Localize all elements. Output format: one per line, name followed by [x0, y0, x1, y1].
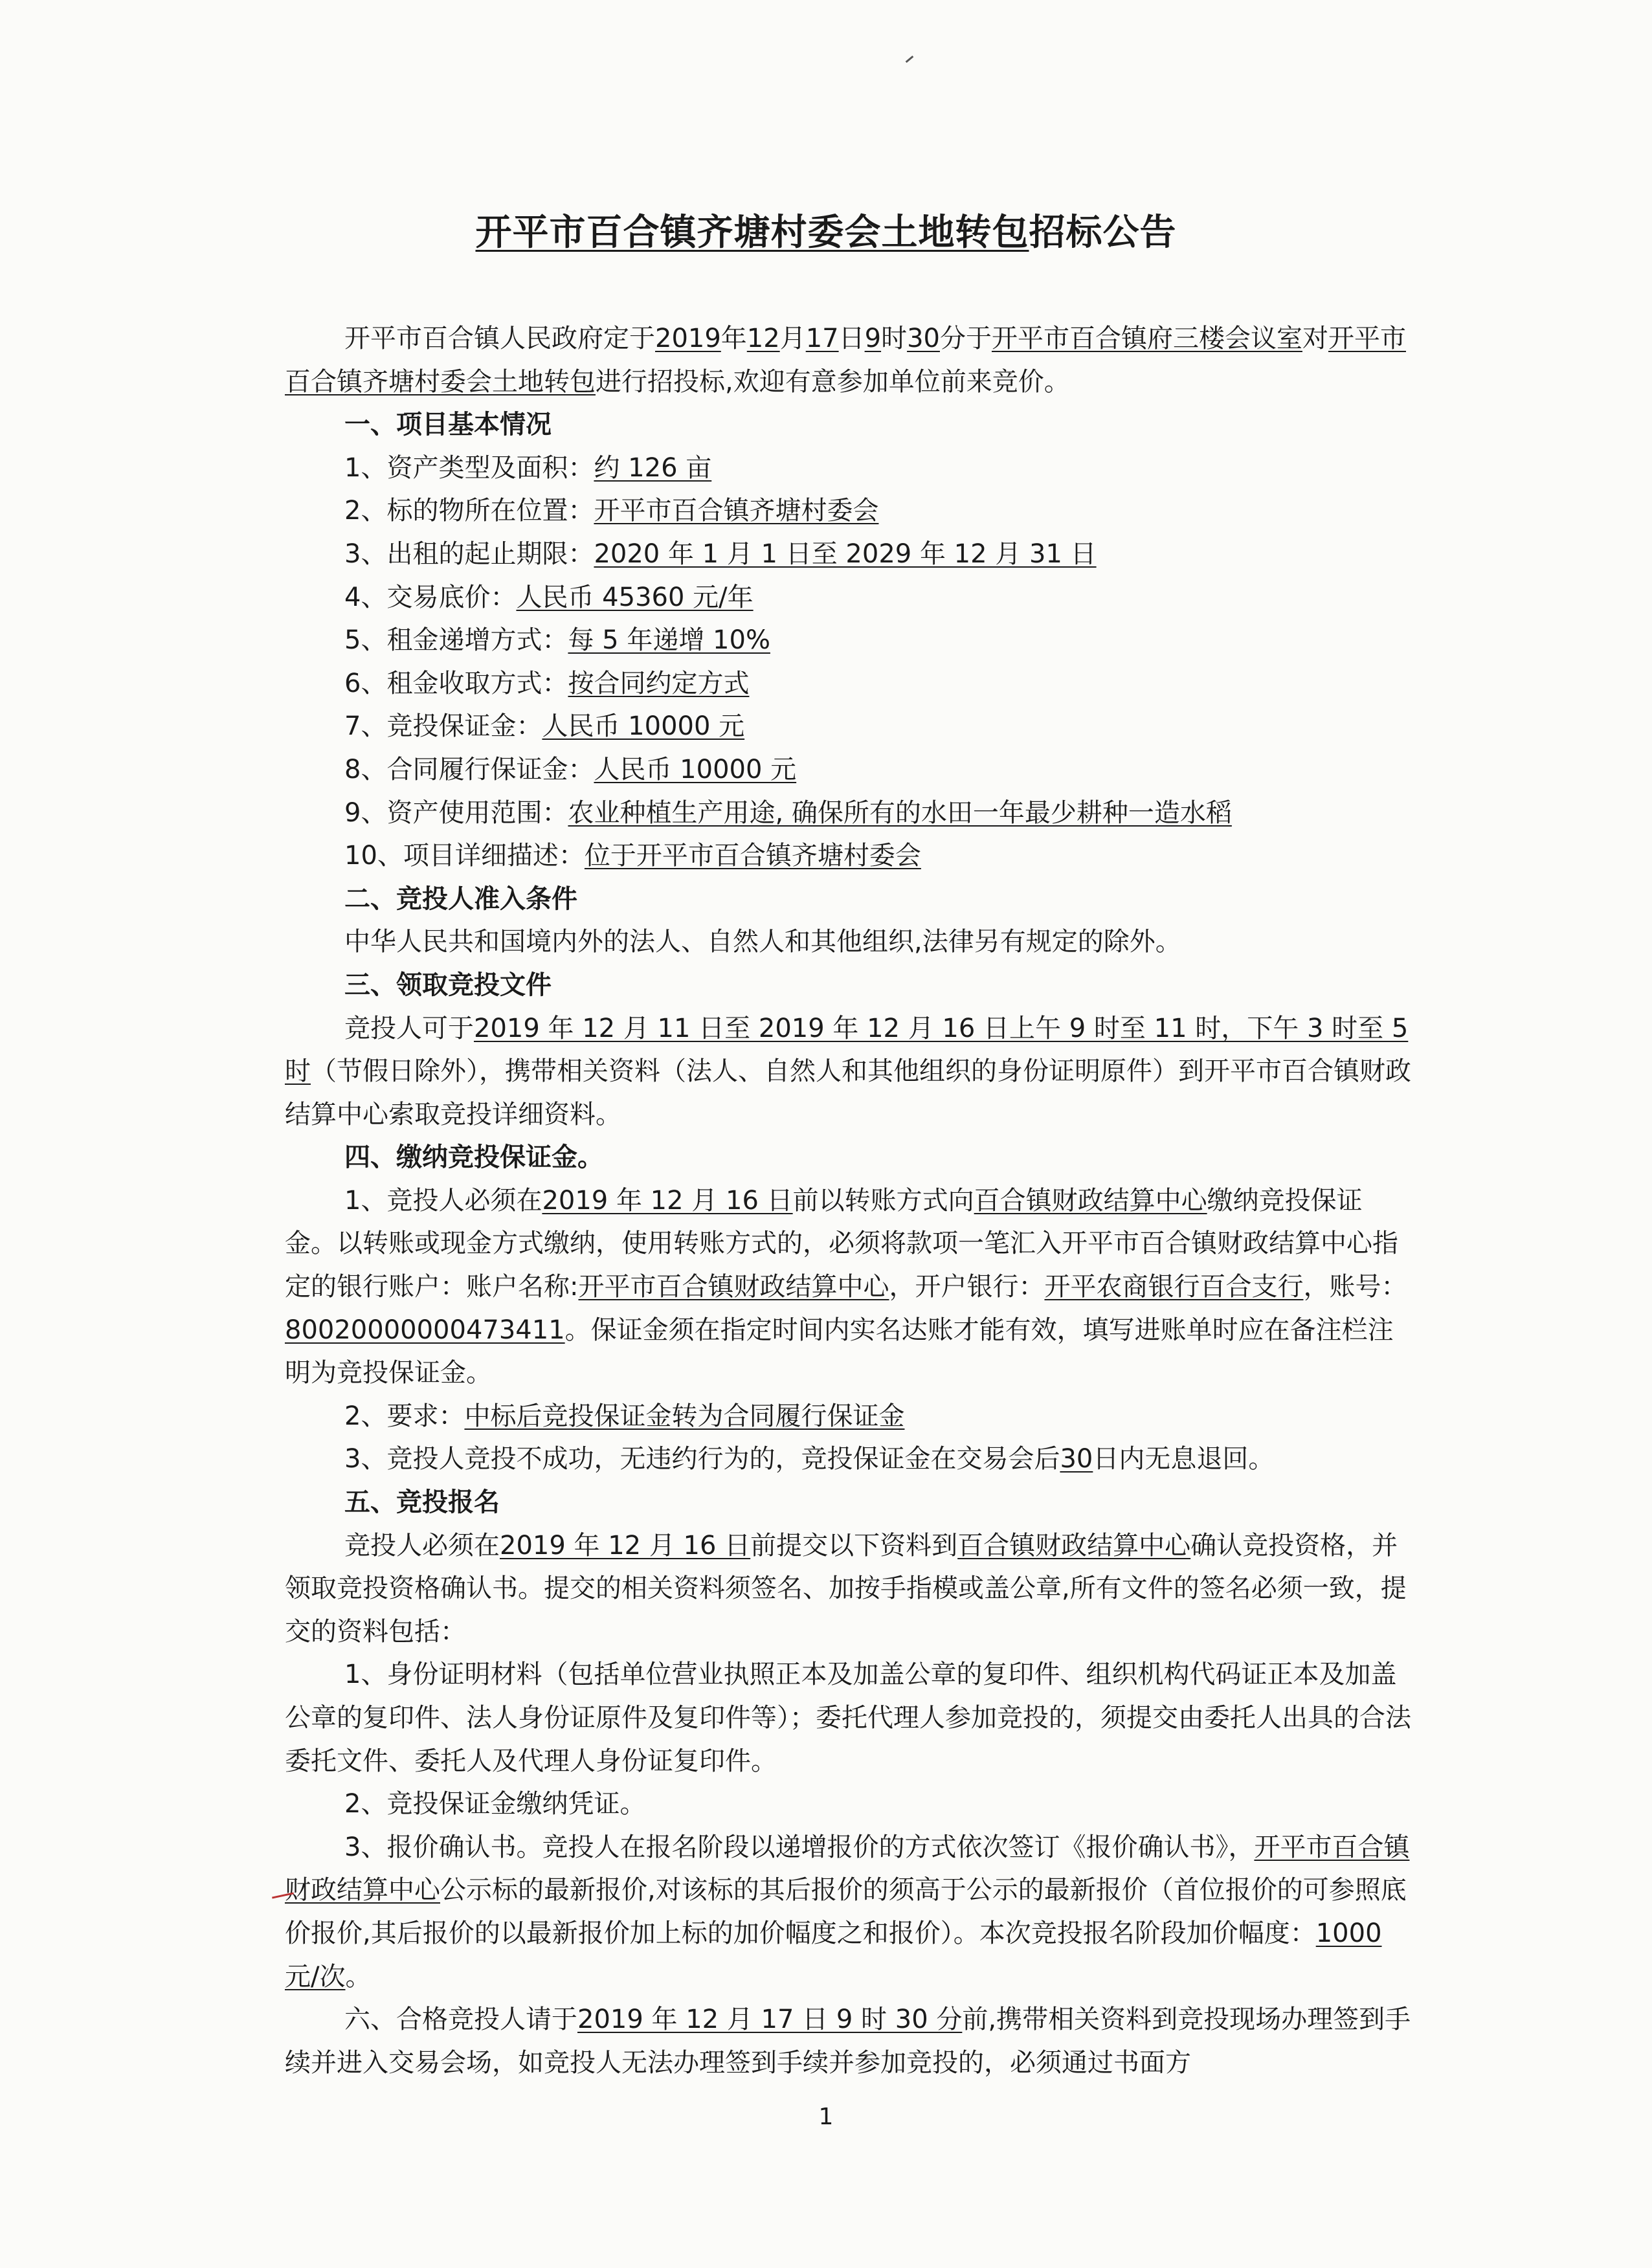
section-heading-4: 四、缴纳竞投保证金。: [344, 1142, 603, 1173]
section-2-text: 中华人民共和国境内外的法人、自然人和其他组织,法律另有规定的除外。: [344, 927, 1181, 957]
list-item: [285, 792, 1411, 835]
item-value: 人民币 45360 元/年: [516, 582, 753, 612]
item-value: 2020 年 1 月 1 日至 2029 年 12 月 31 日: [594, 539, 1097, 569]
s4-text: 1、竞投人必须在: [344, 1185, 542, 1216]
s5-center: 百合镇财政结算中心: [957, 1530, 1191, 1561]
intro-text: 对: [1302, 324, 1328, 353]
title-underlined-part: 开平市百合镇齐塘村委会土地转包: [475, 212, 1029, 254]
item-label: 1、资产类型及面积：: [344, 452, 594, 483]
item-label: 10、项目详细描述：: [344, 841, 585, 871]
section-heading-2: 二、竞投人准入条件: [344, 884, 577, 914]
document-title: [0, 207, 1652, 259]
s6-text: 前,携带相关资料到竞投现场办理签到手续并进入交易会场，如竞投人无法办理签到手续并参加竞投的，必须通过书面方: [285, 2005, 1411, 2078]
item-label: 7、竞投保证金：: [344, 711, 542, 742]
section-3-paragraph: [285, 1007, 1411, 1137]
list-item: [285, 489, 1411, 533]
s4-date: 2019 年 12 月 16 日: [542, 1185, 793, 1216]
item-value: 人民币 10000 元: [594, 754, 797, 784]
s3-text: 竞投人可于: [344, 1013, 474, 1043]
list-item: [285, 533, 1411, 576]
item-value: 人民币 10000 元: [542, 711, 745, 742]
s4-text: 前以转账方式向: [792, 1185, 974, 1216]
s5-text: 公示标的最新报价,对该标的其后报价的须高于公示的最新报价（首位报价的可参照底价报价,其后报价的以最新报价加上标的加价幅度之和报价）。本次竞投报名阶段加价幅度：: [285, 1875, 1407, 1948]
title-plain-part: 招标公告: [1029, 212, 1177, 254]
item-label: 8、合同履行保证金：: [344, 754, 594, 784]
s5-date: 2019 年 12 月 16 日: [500, 1530, 751, 1561]
section-heading-5: 五、竞投报名: [344, 1487, 500, 1518]
s5-text: 前提交以下资料到: [750, 1530, 958, 1561]
intro-text: 年: [720, 324, 747, 353]
section-5-paragraph-3: 2、竞投保证金缴纳凭证。: [344, 1789, 646, 1819]
s4-bank: 开平农商银行百合支行: [1044, 1272, 1304, 1302]
intro-text: 月: [779, 324, 806, 353]
s4-text: 。保证金须在指定时间内实名达账才能有效，填写进账单时应在备注栏注明为竞投保证金。: [285, 1315, 1394, 1388]
s4-text: 缴纳竞投保证金。以转账或现金方式缴纳，使用转账方式的，必须将款项一笔汇入开平市百合镇财政结算中心指定的银行账户：账户名称:: [285, 1185, 1398, 1302]
s4-requirement: 中标后竞投保证金转为合同履行保证金: [464, 1401, 905, 1431]
page-number: 1: [818, 2104, 834, 2130]
s5-text: 竞投人必须在: [344, 1530, 500, 1561]
intro-text: 日: [838, 324, 865, 353]
intro-project: 开平市百合镇齐塘村委会土地转包: [285, 324, 1406, 397]
section-4-paragraph-3: [285, 1438, 1411, 1481]
section-heading-1: 一、项目基本情况: [344, 410, 552, 440]
s4-days: 30: [1060, 1444, 1093, 1474]
s4-text: 日内无息退回。: [1093, 1444, 1275, 1474]
intro-text: 分于: [939, 324, 992, 353]
item-label: 4、交易底价：: [344, 582, 517, 612]
item-value: 约 126 亩: [594, 452, 712, 483]
intro-text: 开平市百合镇人民政府定于: [344, 324, 655, 353]
section-heading-3: 三、领取竞投文件: [344, 970, 552, 1000]
s5-text: 确认竞投资格，并领取竞投资格确认书。提交的相关资料须签名、加按手指模或盖公章,所有文件的签名必须一致，提交的资料包括：: [285, 1530, 1407, 1647]
intro-hour: 9: [864, 324, 882, 353]
scan-speck: [906, 56, 914, 63]
item-label: 2、标的物所在位置：: [344, 496, 594, 526]
s5-increment: 1000 元/次: [285, 1918, 1382, 1992]
intro-day: 17: [805, 324, 839, 353]
intro-minute: 30: [907, 324, 940, 353]
document-body: [285, 317, 1411, 2084]
s5-center: 开平市百合镇财政结算中心: [285, 1832, 1410, 1906]
item-value: 每 5 年递增 10%: [568, 625, 770, 656]
section-4-paragraph-2: [285, 1395, 1411, 1438]
item-label: 6、租金收取方式：: [344, 668, 568, 698]
s4-text: 2、要求：: [344, 1401, 465, 1431]
list-item: [285, 705, 1411, 748]
item-value: 按合同约定方式: [568, 668, 750, 698]
list-item: [285, 576, 1411, 619]
section-5-paragraph-2: 1、身份证明材料（包括单位营业执照正本及加盖公章的复印件、组织机构代码证正本及加盖公章的复印件、法人身份证原件及复印件等）；委托代理人参加竞投的，须提交由委托人出具的合法委托文件、委托人及代理人身份证复印件。: [285, 1660, 1411, 1776]
list-item: [285, 662, 1411, 706]
section-6-paragraph: [285, 1998, 1411, 2084]
section-4-paragraph-1: [285, 1179, 1411, 1395]
item-label: 3、出租的起止期限：: [344, 539, 594, 569]
s5-text: 。: [345, 1961, 372, 1992]
s3-period: 2019 年 12 月 11 日至 2019 年 12 月 16 日上午 9 时至 11 时，下午 3 时至 5 时: [285, 1013, 1409, 1087]
intro-paragraph: [285, 317, 1411, 403]
item-value: 位于开平市百合镇齐塘村委会: [584, 841, 921, 871]
s4-center: 百合镇财政结算中心: [974, 1185, 1207, 1216]
s4-text: 3、竞投人竞投不成功，无违约行为的，竞投保证金在交易会后: [344, 1444, 1060, 1474]
list-item: [285, 447, 1411, 490]
item-label: 9、资产使用范围：: [344, 797, 568, 828]
s3-text: （节假日除外），携带相关资料（法人、自然人和其他组织的身份证明原件）到开平市百合镇财政结算中心索取竞投详细资料。: [285, 1056, 1411, 1129]
section-5-paragraph-1: [285, 1524, 1411, 1654]
list-item: [285, 834, 1411, 878]
s6-text: 六、合格竞投人请于: [344, 2005, 577, 2035]
list-item: [285, 748, 1411, 792]
intro-location: 开平市百合镇府三楼会议室: [991, 324, 1302, 353]
intro-month: 12: [746, 324, 780, 353]
item-label: 5、租金递增方式：: [344, 625, 568, 656]
s4-account-number: 80020000000473411: [285, 1315, 565, 1345]
s4-account-name: 开平市百合镇财政结算中心: [578, 1272, 889, 1302]
list-item: [285, 619, 1411, 662]
item-value: 农业种植生产用途, 确保所有的水田一年最少耕种一造水稻: [568, 797, 1232, 828]
intro-year: 2019: [655, 324, 721, 353]
item-value: 开平市百合镇齐塘村委会: [594, 496, 879, 526]
s4-text: ，账号：: [1303, 1272, 1407, 1302]
s5-text: 3、报价确认书。竞投人在报名阶段以递增报价的方式依次签订《报价确认书》，: [344, 1832, 1255, 1862]
intro-text: 时: [881, 324, 908, 353]
section-5-paragraph-4: [285, 1826, 1411, 1998]
s4-text: ，开户银行：: [889, 1272, 1045, 1302]
s6-time: 2019 年 12 月 17 日 9 时 30 分: [577, 2005, 963, 2035]
intro-text: 进行招投标,欢迎有意参加单位前来竞价。: [596, 366, 1070, 397]
